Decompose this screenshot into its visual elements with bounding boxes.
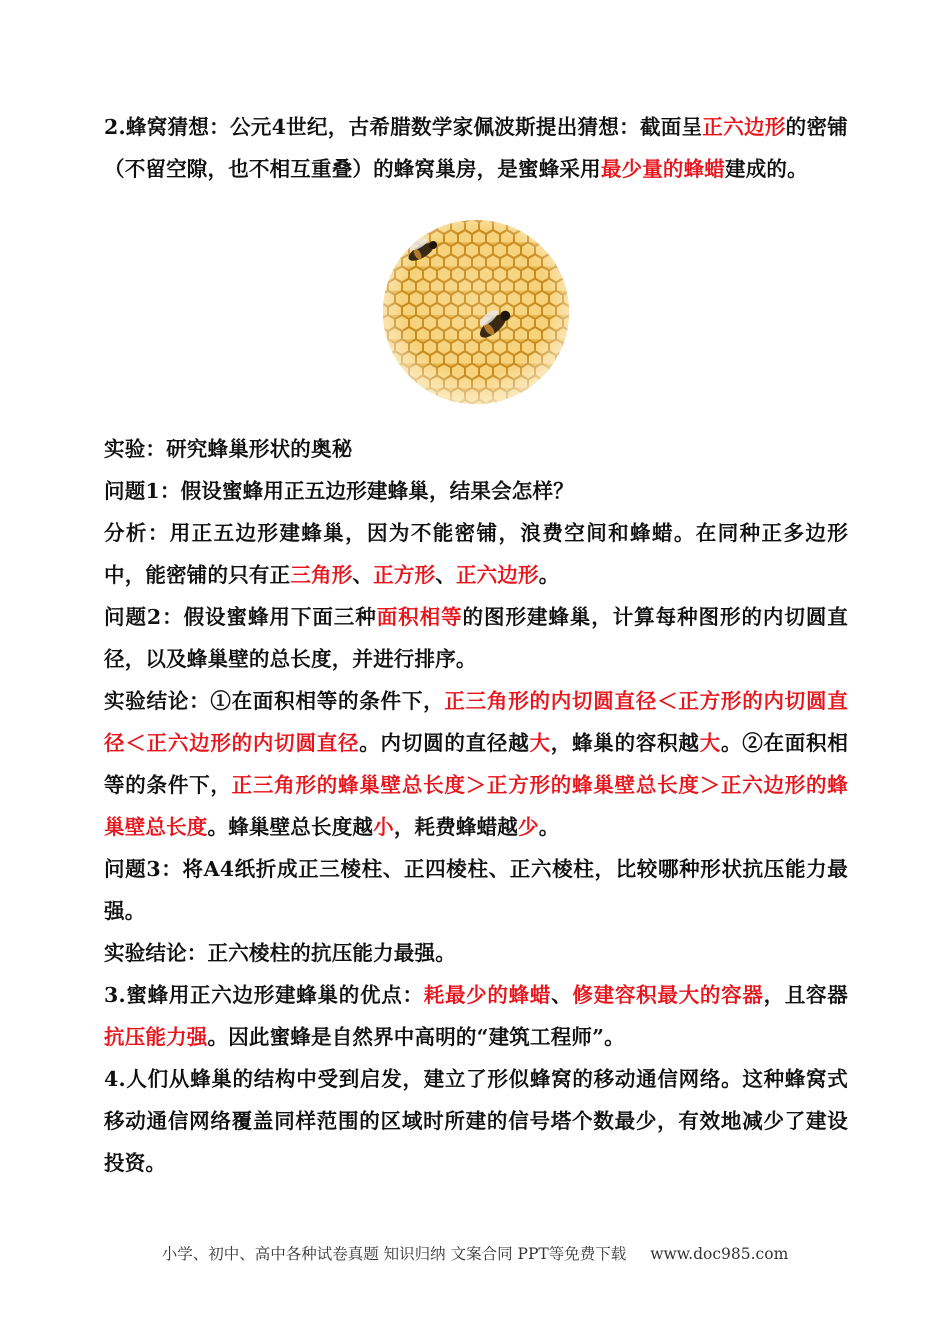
honeycomb-bees-image — [381, 218, 571, 406]
text: 问题2：假设蜜蜂用下面三种 — [104, 605, 377, 629]
text: 3.蜜蜂用正六边形建蜂巢的优点： — [104, 983, 424, 1007]
highlight-text: 正三角形的蜂巢壁总长度＞正方形的蜂巢壁总长度＞正六边形的蜂巢壁总长度 — [104, 773, 848, 839]
analysis-paragraph — [104, 512, 848, 596]
paragraph-honeycomb-conjecture — [104, 106, 848, 190]
text: 、 — [551, 983, 573, 1007]
text: 。蜂巢壁总长度越 — [207, 815, 374, 839]
text: 。因此蜜蜂是自然界中高明的“建筑工程师”。 — [207, 1025, 625, 1049]
footer-website-link[interactable]: www.doc985.com — [650, 1245, 789, 1263]
highlight-text: 正方形 — [373, 563, 436, 587]
text: 实验结论：①在面积相等的条件下， — [104, 689, 445, 713]
page-footer — [0, 1242, 950, 1264]
highlight-text: 最少量的蜂蜡 — [600, 157, 726, 181]
text: 、 — [435, 563, 456, 587]
text: 。 — [538, 563, 560, 587]
highlight-text: 三角形 — [290, 563, 353, 587]
document-body — [104, 106, 848, 1184]
highlight-text: 小 — [373, 815, 394, 839]
paragraph-mobile-network: 4.人们从蜂巢的结构中受到启发，建立了形似蜂窝的移动通信网络。这种蜂窝式移动通信网络覆盖同样范围的区域时所建的信号塔个数最少，有效地减少了建设投资。 — [104, 1067, 848, 1175]
text: ，耗费蜂蜡越 — [393, 815, 519, 839]
highlight-text: 大 — [699, 731, 721, 755]
question-1: 问题1：假设蜜蜂用正五边形建蜂巢，结果会怎样？ — [104, 479, 574, 503]
text: 2.蜂窝猜想：公元4世纪，古希腊数学家佩波斯提出猜想：截面呈 — [104, 115, 703, 139]
conclusion-2: 实验结论：正六棱柱的抗压能力最强。 — [104, 941, 456, 965]
conclusion-1 — [104, 680, 848, 848]
text: 。内切圆的直径越 — [359, 731, 530, 755]
highlight-text: 正六边形 — [702, 115, 786, 139]
text: 的图形建蜂巢，计算每种图形的内切圆直径，以及蜂巢壁的总长度，并进行排序。 — [104, 605, 848, 671]
question-3: 问题3：将A4纸折成正三棱柱、正四棱柱、正六棱柱，比较哪种形状抗压能力最强。 — [104, 857, 848, 923]
text: 的密铺（不留空隙，也不相互重叠）的蜂窝巢房，是蜜蜂采用 — [104, 115, 848, 181]
highlight-text: 修建容积最大的容器 — [572, 983, 764, 1007]
text: 分析：用正五边形建蜂巢，因为不能密铺，浪费空间和蜂蜡。在同种正多边形中，能密铺的只有正 — [104, 521, 848, 587]
highlight-text: 大 — [529, 731, 551, 755]
honeycomb-figure — [104, 218, 848, 406]
highlight-text: 少 — [518, 815, 539, 839]
highlight-text: 正六边形 — [455, 563, 539, 587]
footer-text: 小学、初中、高中各种试卷真题 知识归纳 文案合同 PPT等免费下载 — [161, 1245, 627, 1263]
text: 。 — [538, 815, 560, 839]
text: 、 — [352, 563, 374, 587]
text: 建成的。 — [725, 157, 808, 181]
highlight-text: 抗压能力强 — [104, 1025, 208, 1049]
paragraph-advantages — [104, 974, 848, 1058]
highlight-text: 面积相等 — [376, 605, 463, 629]
text: ，且容器 — [763, 983, 848, 1007]
highlight-text: 耗最少的蜂蜡 — [423, 983, 552, 1007]
text: ，蜂巢的容积越 — [550, 731, 700, 755]
experiment-title: 实验：研究蜂巢形状的奥秘 — [104, 437, 353, 461]
text: 。②在面积相等的条件下， — [104, 731, 849, 797]
question-2 — [104, 596, 848, 680]
highlight-text: 正三角形的内切圆直径＜正方形的内切圆直径＜正六边形的内切圆直径 — [104, 689, 848, 755]
